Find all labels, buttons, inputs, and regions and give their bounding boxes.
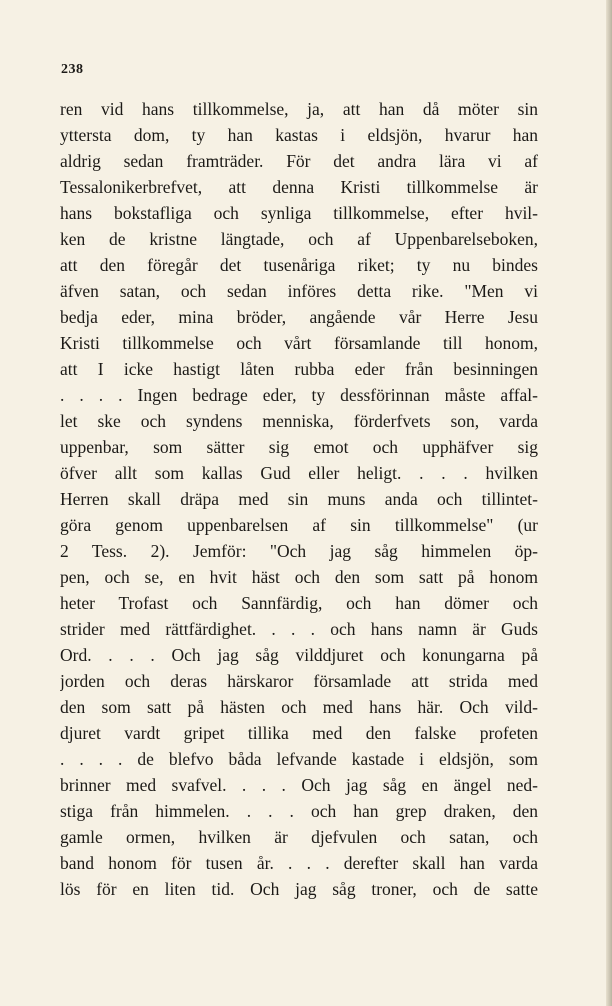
text-line: Tessalonikerbrefvet, att denna Kristi tillkommelse är: [60, 177, 538, 197]
page-edge-shadow: [606, 0, 612, 1006]
page-number: 238: [61, 62, 84, 77]
text-line: Herren skall dräpa med sin muns anda och tillintet-: [60, 489, 538, 509]
text-line: yttersta dom, ty han kastas i eldsjön, hvarur han: [60, 125, 538, 145]
text-line: . . . . de blefvo båda lefvande kastade i eldsjön, som: [60, 749, 538, 769]
text-line: öfver allt som kallas Gud eller heligt. . . . hvilken: [60, 463, 538, 483]
text-line: Ord. . . . Och jag såg vilddjuret och konungarna på: [60, 645, 538, 665]
text-line: göra genom uppenbarelsen af sin tillkommelse" (ur: [60, 515, 538, 535]
text-line: heter Trofast och Sannfärdig, och han dömer och: [60, 593, 538, 613]
body-text: [60, 96, 538, 902]
text-line: djuret vardt gripet tillika med den falske profeten: [60, 723, 538, 743]
text-line: . . . . Ingen bedrage eder, ty dessförinnan måste affal-: [60, 385, 538, 405]
text-line: att den föregår det tusenåriga riket; ty nu bindes: [60, 255, 538, 275]
text-line: Kristi tillkommelse och vårt församlande till honom,: [60, 333, 538, 353]
text-line: hans bokstafliga och synliga tillkommelse, efter hvil-: [60, 203, 538, 223]
text-line: strider med rättfärdighet. . . . och hans namn är Guds: [60, 619, 538, 639]
text-line: 2 Tess. 2). Jemför: "Och jag såg himmelen öp-: [60, 541, 538, 561]
text-line: ren vid hans tillkommelse, ja, att han då möter sin: [60, 99, 538, 119]
text-line: lös för en liten tid. Och jag såg troner, och de satte: [60, 879, 538, 899]
text-line: aldrig sedan framträder. För det andra lära vi af: [60, 151, 538, 171]
text-line: bedja eder, mina bröder, angående vår Herre Jesu: [60, 307, 538, 327]
text-line: gamle ormen, hvilken är djefvulen och satan, och: [60, 827, 538, 847]
text-line: ken de kristne längtade, och af Uppenbarelseboken,: [60, 229, 538, 249]
text-line: uppenbar, som sätter sig emot och upphäfver sig: [60, 437, 538, 457]
text-line: jorden och deras härskaror församlade att strida med: [60, 671, 538, 691]
text-line: äfven satan, och sedan införes detta rike. "Men vi: [60, 281, 538, 301]
text-line: band honom för tusen år. . . . derefter skall han varda: [60, 853, 538, 873]
text-line: den som satt på hästen och med hans här. Och vild-: [60, 697, 538, 717]
text-line: att I icke hastigt låten rubba eder från besinningen: [60, 359, 538, 379]
text-line: pen, och se, en hvit häst och den som satt på honom: [60, 567, 538, 587]
text-line: let ske och syndens menniska, förderfvets son, varda: [60, 411, 538, 431]
text-line: stiga från himmelen. . . . och han grep draken, den: [60, 801, 538, 821]
text-line: brinner med svafvel. . . . Och jag såg en ängel ned-: [60, 775, 538, 795]
